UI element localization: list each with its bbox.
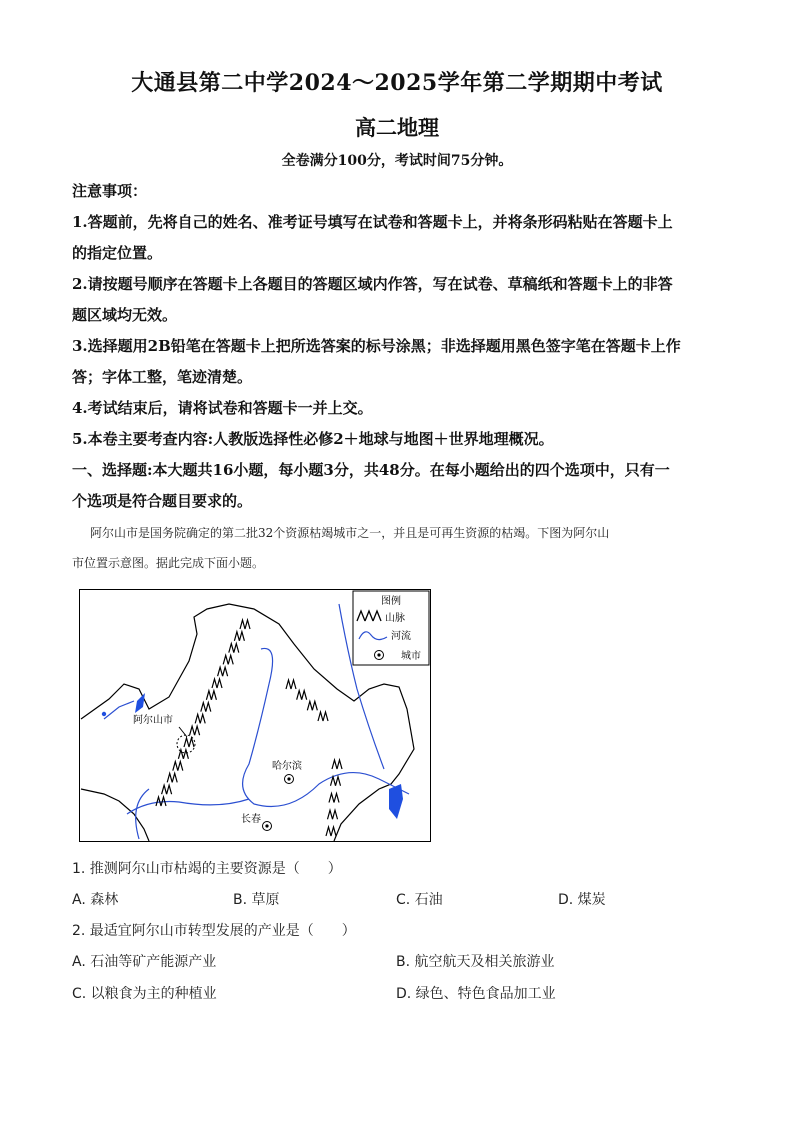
notice-item-4: 4.考试结束后，请将试卷和答题卡一并上交。 <box>72 399 373 417</box>
legend-title: 图例 <box>381 596 401 607</box>
q1-option-b[interactable]: B. 草原 <box>233 892 280 908</box>
label-harbin: 哈尔滨 <box>272 761 302 772</box>
q1-option-c[interactable]: C. 石油 <box>396 892 443 908</box>
aershan-location-map <box>79 589 431 842</box>
question-1-stem: 1. 推测阿尔山市枯竭的主要资源是（ ） <box>72 861 342 877</box>
notice-item-1-line-2: 的指定位置。 <box>72 244 163 262</box>
aershan-point-icon <box>102 712 106 716</box>
legend-river-label: 河流 <box>391 631 411 642</box>
label-changchun: 长春 <box>241 814 261 825</box>
section-instruction-line-1: 一、选择题:本大题共16小题，每小题3分，共48分。在每小题给出的四个选项中，只有一 <box>72 461 670 479</box>
label-aershan: 阿尔山市 <box>133 715 173 726</box>
notice-heading: 注意事项： <box>72 182 148 200</box>
q2-option-d[interactable]: D. 绿色、特色食品加工业 <box>396 986 556 1002</box>
legend-city-label: 城市 <box>401 651 421 662</box>
question-2-stem: 2. 最适宜阿尔山市转型发展的产业是（ ） <box>72 923 356 939</box>
notice-item-3-line-1: 3.选择题用2B铅笔在答题卡上把所选答案的标号涂黑；非选择题用黑色签字笔在答题卡上作 <box>72 337 681 355</box>
q1-option-a[interactable]: A. 森林 <box>72 892 119 908</box>
exam-subject: 高二地理 <box>355 115 439 140</box>
q2-option-c[interactable]: C. 以粮食为主的种植业 <box>72 986 217 1002</box>
passage-line-1: 阿尔山市是国务院确定的第二批32个资源枯竭城市之一，并且是可再生资源的枯竭。下图为阿尔山 <box>90 526 610 540</box>
notice-item-2-line-1: 2.请按题号顺序在答题卡上各题目的答题区域内作答，写在试卷、草稿纸和答题卡上的非答 <box>72 275 673 293</box>
legend-mountain-label: 山脉 <box>385 613 405 624</box>
q1-option-d[interactable]: D. 煤炭 <box>558 892 606 908</box>
notice-item-1-line-1: 1.答题前，先将自己的姓名、准考证号填写在试卷和答题卡上，并将条形码粘贴在答题卡上 <box>72 213 673 231</box>
q2-option-b[interactable]: B. 航空航天及相关旅游业 <box>396 954 555 970</box>
section-instruction-line-2: 个选项是符合题目要求的。 <box>72 492 253 510</box>
q2-option-a[interactable]: A. 石油等矿产能源产业 <box>72 954 217 970</box>
notice-item-3-line-2: 答；字体工整，笔迹清楚。 <box>72 368 253 386</box>
passage-line-2: 市位置示意图。据此完成下面小题。 <box>72 556 265 570</box>
notice-item-2-line-2: 题区域均无效。 <box>72 306 178 324</box>
score-line: 全卷满分100分，考试时间75分钟。 <box>281 153 513 169</box>
notice-item-5: 5.本卷主要考查内容:人教版选择性必修2＋地球与地图＋世界地理概况。 <box>72 430 554 448</box>
exam-title: 大通县第二中学2024～2025学年第二学期期中考试 <box>131 70 663 96</box>
